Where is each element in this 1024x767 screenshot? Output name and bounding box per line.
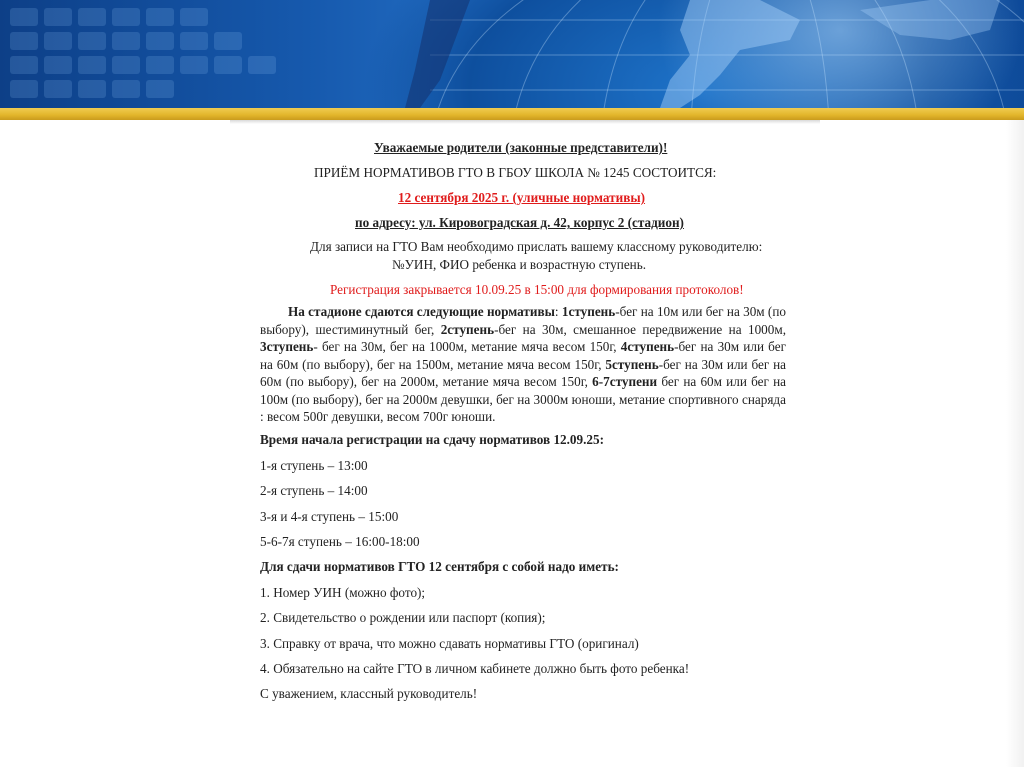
stage-2-text: -бег на 30м, смешанное передвижение на 1000м, bbox=[494, 321, 786, 337]
event-title: ПРИЁМ НОРМАТИВОВ ГТО В ГБОУ ШКОЛА № 1245 СОСТОИТСЯ: bbox=[314, 165, 717, 180]
schedule-item: 5-6-7я ступень – 16:00-18:00 bbox=[260, 534, 420, 549]
schedule-heading: Время начала регистрации на сдачу нормативов 12.09.25: bbox=[260, 432, 605, 447]
norms-paragraph: На стадионе сдаются следующие нормативы: 1ступень-бег на 10м или бег на 30м (по выбору), шестиминутный бег, 2ступень-бег на 30м, смешанное передвижение на 1000м, 3ступень- бег на 30м, бег на 1000м, метание мяча весом 150г, 4ступень-бег на 30м или бег на 60м (по выбору), бег на 1500м, метание мяча весом 150г, 5ступень-бег на 30м или бег на 60м (по выбору), бег на 2000м, метание мяча весом 150г, 6-7ступени бег на 60м или бег на 100м (по выбору), бег на 2000м девушки, бег на 3000м юноши, метание спортивного снаряда : весом 500г девушки, весом 700г юноши. bbox=[260, 304, 786, 424]
stage-1-text: -бег на 10м или бег на 30м (по выбору), шестиминутный бег, bbox=[260, 304, 786, 337]
document-top-edge bbox=[230, 120, 820, 124]
gold-strip bbox=[0, 108, 1024, 120]
signature: С уважением, классный руководитель! bbox=[260, 686, 478, 701]
header-banner bbox=[0, 0, 1024, 108]
slide-edge bbox=[1006, 120, 1024, 767]
notice-document bbox=[230, 120, 820, 760]
stage-5-label: 5ступень bbox=[605, 356, 659, 372]
stage-1-label: 1ступень bbox=[561, 304, 616, 319]
continent-shape bbox=[660, 0, 800, 108]
schedule-item: 2-я ступень – 14:00 bbox=[260, 483, 368, 498]
greeting-line: Уважаемые родители (законные представители)! bbox=[374, 140, 668, 155]
requirements-heading: Для сдачи нормативов ГТО 12 сентября с собой надо иметь: bbox=[260, 559, 619, 574]
stage-3-label: 3ступень bbox=[260, 339, 314, 354]
requirement-item: 1. Номер УИН (можно фото); bbox=[260, 585, 426, 600]
registration-note: Регистрация закрывается 10.09.25 в 15:00 для формирования протоколов! bbox=[330, 282, 744, 297]
info-line-2: №УИН, ФИО ребенка и возрастную ступень. bbox=[392, 257, 647, 272]
stage-6-7-label: 6-7ступени bbox=[592, 374, 658, 389]
globe-graphic bbox=[0, 0, 1024, 108]
stage-4-text: -бег на 30м или бег на 60м (по выбору), бег на 1500м, метание мяча весом 150г, bbox=[260, 339, 786, 372]
stage-2-label: 2ступень bbox=[440, 321, 495, 337]
norms-intro: На стадионе сдаются следующие нормативы bbox=[288, 304, 555, 319]
stage-6-7-text: бег на 60м или бег на 100м (по выбору), бег на 2000м девушки, бег на 3000м юноши, метание спортивного снаряда : весом 500г девушки, весом 700г юноши. bbox=[260, 374, 786, 424]
schedule-item: 1-я ступень – 13:00 bbox=[260, 458, 368, 473]
requirement-item: 2. Свидетельство о рождении или паспорт (копия); bbox=[260, 610, 546, 625]
event-date: 12 сентября 2025 г. (уличные нормативы) bbox=[398, 190, 646, 205]
stage-3-text: - бег на 30м, бег на 1000м, метание мяча весом 150г, bbox=[313, 339, 621, 354]
stage-4-label: 4ступень bbox=[620, 339, 675, 354]
stage-5-text: -бег на 30м или бег на 60м (по выбору), бег на 2000м, метание мяча весом 150г, bbox=[260, 356, 786, 389]
schedule-item: 3-я и 4-я ступень – 15:00 bbox=[260, 509, 399, 524]
requirement-item: 4. Обязательно на сайте ГТО в личном кабинете должно быть фото ребенка! bbox=[260, 661, 690, 676]
event-address: по адресу: ул. Кировоградская д. 42, корпус 2 (стадион) bbox=[355, 215, 684, 230]
requirement-item: 3. Справку от врача, что можно сдавать нормативы ГТО (оригинал) bbox=[260, 636, 639, 651]
info-line-1: Для записи на ГТО Вам необходимо прислать вашему классному руководителю: bbox=[310, 239, 763, 254]
